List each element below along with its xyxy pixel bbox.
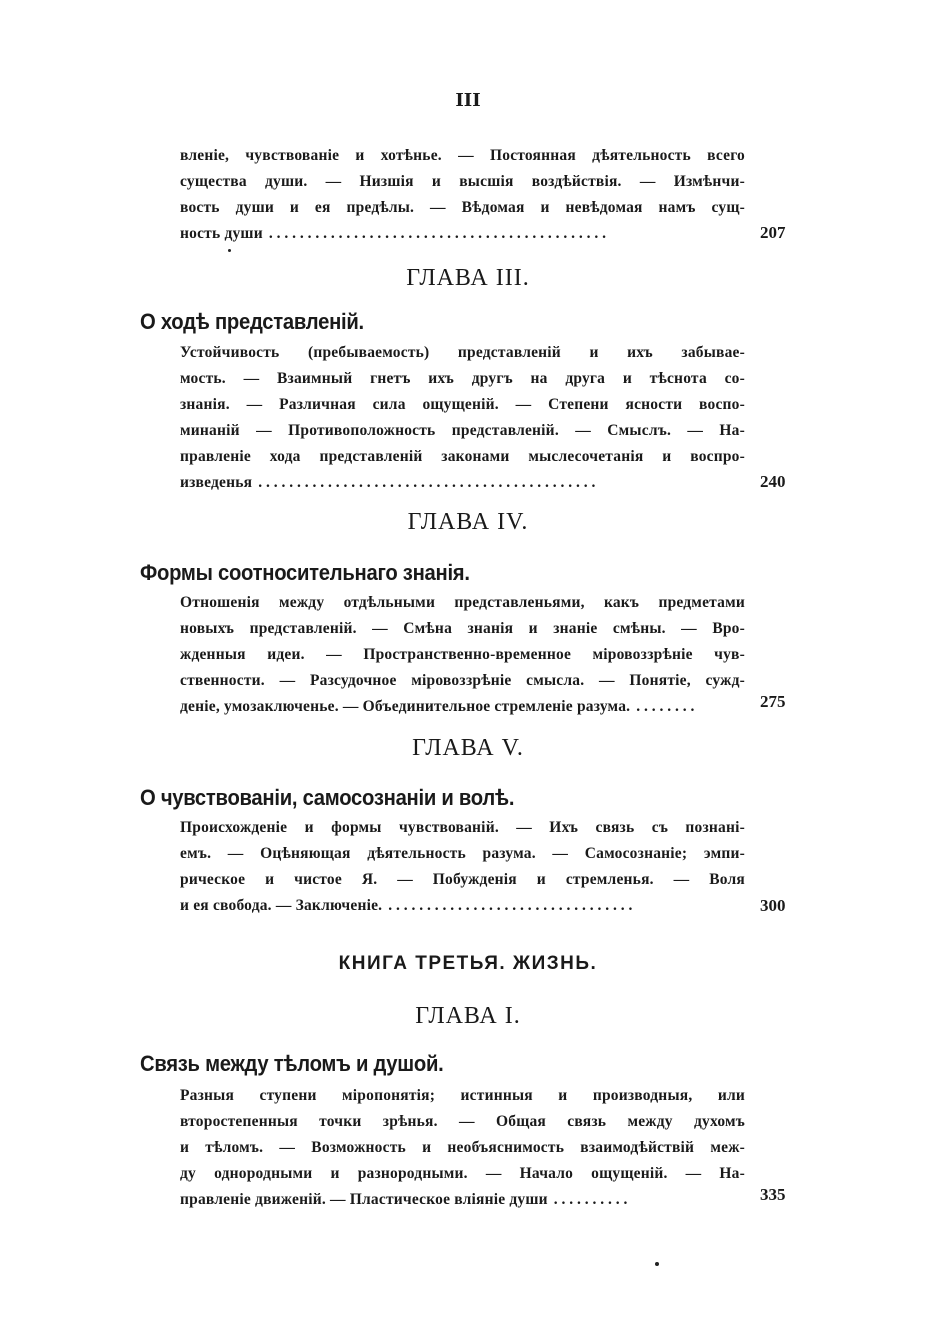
entry-heading-5: О чувствованіи, самосознаніи и волѣ. xyxy=(140,785,515,810)
description-line: деніе, умозаключенье. — Объединительное стремленіе разума. xyxy=(180,698,631,715)
entry-description-2 xyxy=(180,590,745,720)
chapter-title-3: ГЛАВА III. xyxy=(406,265,530,291)
scan-speck xyxy=(228,249,231,252)
description-line: рическое и чистое Я. — Побужденія и стремленья. — Воля xyxy=(180,871,745,888)
description-line: мость. — Взаимный гнетъ ихъ другъ на друга и тѣснота со- xyxy=(180,370,745,387)
description-last-line xyxy=(180,1187,745,1213)
chapter-title-1: ГЛАВА I. xyxy=(415,1003,521,1029)
description-line: Разныя ступени міропонятія; истинныя и производныя, или xyxy=(180,1087,745,1104)
page-ref-300: 300 xyxy=(760,896,786,915)
description-line: Происхожденіе и формы чувствованій. — Ихъ связь съ познані- xyxy=(180,819,745,836)
page-ref-207: 207 xyxy=(760,223,786,242)
entry-description-0 xyxy=(180,143,745,247)
scan-speck xyxy=(655,1262,659,1266)
description-line: Устойчивость (пребываемость) представленій и ихъ забывае- xyxy=(180,344,745,361)
description-line: и ея свобода. — Заключеніе. xyxy=(180,897,383,914)
chapter-title-5: ГЛАВА V. xyxy=(412,735,524,761)
entry-description-3 xyxy=(180,815,745,919)
entry-heading-1: Связь между тѣломъ и душой. xyxy=(140,1051,444,1076)
description-line: изведенья xyxy=(180,474,253,491)
description-line: ность души xyxy=(180,225,263,242)
description-last-line xyxy=(180,221,745,247)
entry-heading-3: О ходѣ представленій. xyxy=(140,309,364,334)
description-line: жденныя идеи. — Пространственно-временное міровоззрѣніе чув- xyxy=(180,646,745,663)
description-line: второстепенныя точки зрѣнья. — Общая связь между духомъ xyxy=(180,1113,745,1130)
page-number: III xyxy=(455,90,481,111)
description-last-line xyxy=(180,893,745,919)
description-line: вость души и ея предѣлы. — Вѣдомая и невѣдомая намъ сущ- xyxy=(180,199,745,216)
leader-dots: . . . . . . . . . . . . . . . . . . . . . . . . . . . . . . . . xyxy=(388,897,633,914)
description-line: и тѣломъ. — Возможность и необъяснимость взаимодѣйствій меж- xyxy=(180,1139,745,1156)
description-line: Отношенія между отдѣльными представленьями, какъ предметами xyxy=(180,594,745,611)
page-ref-335: 335 xyxy=(760,1185,786,1204)
entry-heading-4: Формы соотносительнаго знанія. xyxy=(140,560,470,585)
entry-description-1 xyxy=(180,340,745,496)
description-line: новыхъ представленій. — Смѣна знанія и знаніе смѣны. — Вро- xyxy=(180,620,745,637)
chapter-title-4: ГЛАВА IV. xyxy=(407,509,529,535)
description-line: емъ. — Оцѣняющая дѣятельность разума. — Самосознаніе; эмпи- xyxy=(180,845,745,862)
description-last-line xyxy=(180,694,745,720)
description-line: ственности. — Разсудочное міровоззрѣніе смысла. — Понятіе, сужд- xyxy=(180,672,745,689)
description-line: правленіе хода представленій законами мыслесочетанія и воспро- xyxy=(180,448,745,465)
description-line: минаній — Противоположность представленій. — Смыслъ. — На- xyxy=(180,422,745,439)
description-line: ду однородными и разнородными. — Начало ощущеній. — На- xyxy=(180,1165,745,1182)
description-line: знанія. — Различная сила ощущеній. — Степени ясности воспо- xyxy=(180,396,745,413)
leader-dots: . . . . . . . . . . xyxy=(553,1191,628,1208)
description-line: существа души. — Низшія и высшія воздѣйствія. — Измѣнчи- xyxy=(180,173,745,190)
leader-dots: . . . . . . . . . . . . . . . . . . . . . . . . . . . . . . . . . . . . . . . . . . . . xyxy=(258,474,596,491)
description-last-line xyxy=(180,470,745,496)
entry-description-4 xyxy=(180,1083,745,1213)
description-line: вленіе, чувствованіе и хотѣнье. — Постоянная дѣятельность всего xyxy=(180,147,745,164)
book-title: КНИГА ТРЕТЬЯ. ЖИЗНЬ. xyxy=(338,953,598,974)
leader-dots: . . . . . . . . xyxy=(636,698,695,715)
leader-dots: . . . . . . . . . . . . . . . . . . . . . . . . . . . . . . . . . . . . . . . . . . . . xyxy=(268,225,606,242)
description-line: правленіе движеній. — Пластическое вліяніе души xyxy=(180,1191,548,1208)
page-ref-240: 240 xyxy=(760,472,786,491)
page-ref-275: 275 xyxy=(760,692,786,711)
